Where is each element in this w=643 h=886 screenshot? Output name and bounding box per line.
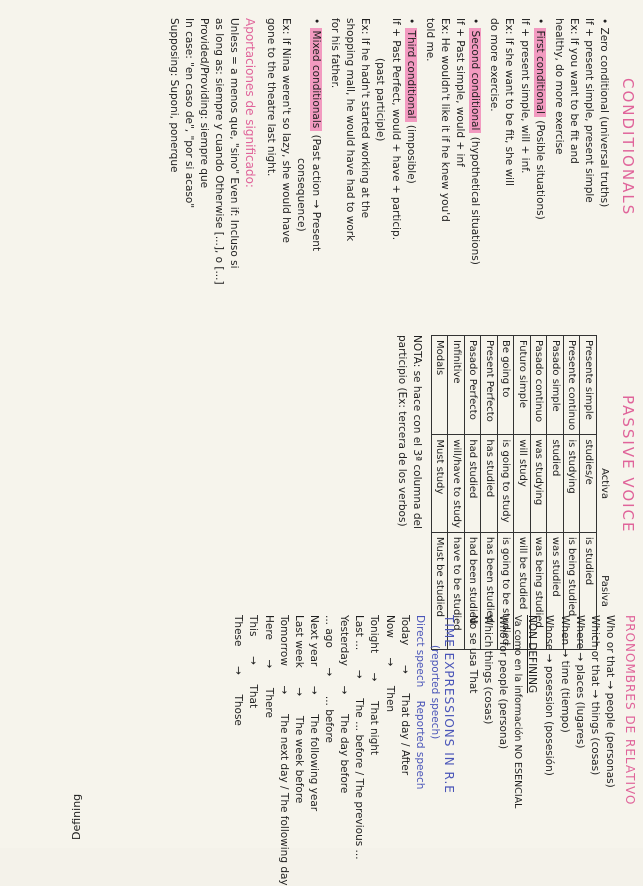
direct-cell: Tomorrow <box>277 615 290 666</box>
reported-cell: That night <box>368 701 381 756</box>
pasiva-cell: is going to be studied <box>497 532 514 649</box>
relatives-item: Which or that → things (cosas) <box>588 615 601 776</box>
non-defining-item: Which things (cosas) <box>482 615 495 725</box>
direct-speech-header: Direct speech <box>413 615 426 688</box>
time-row: Now→Then <box>383 615 396 713</box>
third-heading: Third conditional <box>405 28 417 122</box>
passive-header-empty <box>596 336 612 435</box>
activa-cell: had studied <box>464 435 481 533</box>
tense-cell: Infinitive <box>448 336 465 435</box>
pasiva-cell: will be studied <box>514 532 531 649</box>
third-rule-2: (past participle) <box>374 58 387 142</box>
time-row: Next year→The following year <box>308 615 320 812</box>
non-defining-heading: NON DEFINING <box>526 615 539 694</box>
direct-cell: These <box>232 615 245 647</box>
first-heading: First conditional <box>534 28 546 117</box>
time-row: Tonight→That night <box>368 615 381 756</box>
reported-cell: The week before <box>292 715 305 804</box>
time-expressions-headers <box>413 615 426 840</box>
direct-cell: Yesterday <box>338 615 351 666</box>
time-row: This→That <box>247 615 260 709</box>
pasiva-cell: had been studied <box>464 532 481 649</box>
relatives-section <box>0 615 643 886</box>
pasiva-cell: was being studied <box>530 532 547 649</box>
third-example-1: Ex: If he hadn't started working at the <box>359 18 372 219</box>
tense-cell: Presente simple <box>580 336 597 435</box>
time-row: Yesterday→The day before <box>338 615 351 794</box>
passive-nota-1: NOTA: se hace con el 3ª columna del <box>410 335 423 529</box>
passive-nota-2: participio (Ex: tercera de los verbos) <box>395 335 408 527</box>
tense-cell: Pasado simple <box>547 336 564 435</box>
mixed-example-2: gone to the theatre last night. <box>264 18 277 177</box>
reported-cell: ... before <box>323 695 336 744</box>
time-expressions-subtitle: (reported speech) <box>429 645 441 740</box>
direct-cell: Next year <box>308 615 320 667</box>
reported-cell: There <box>262 687 275 718</box>
mixed-heading: Mixed conditionals <box>310 28 322 132</box>
zero-heading: Zero conditional <box>598 27 611 113</box>
reported-cell: Those <box>232 694 245 726</box>
passive-header-pasiva: Pasiva <box>599 575 611 607</box>
tense-cell: Pasado Perfecto <box>464 336 481 435</box>
reported-cell: Then <box>383 685 396 713</box>
activa-cell: is going to study <box>497 435 514 533</box>
direct-cell: This <box>247 615 260 637</box>
table-row <box>431 336 448 650</box>
time-row: Last week→The week before <box>292 615 305 804</box>
zero-desc: (universal truths) <box>598 116 611 208</box>
first-conditional: • First conditional (Posible situations) <box>533 18 546 220</box>
activa-cell: studies/e <box>580 435 597 533</box>
table-row <box>497 336 514 650</box>
table-row <box>580 336 597 650</box>
relatives-item: Whose → posession (posesión) <box>543 615 556 776</box>
third-rule: If + Past Perfect, would + have + particip. <box>389 18 402 241</box>
table-row <box>448 336 465 650</box>
second-rule: If + Past simple, would + inf <box>454 18 467 167</box>
passive-table <box>431 335 613 650</box>
first-desc: (Posible situations) <box>533 120 546 220</box>
time-row: Today→That day / After <box>398 615 411 776</box>
direct-cell: Last week <box>292 615 305 668</box>
pasiva-cell: Must be studied <box>431 532 448 649</box>
reported-speech-header: Reported speech <box>413 700 426 790</box>
time-row: ... ago→... before <box>323 615 336 744</box>
time-expressions-title: TIME EXPRESSIONS IN R.E <box>442 615 456 794</box>
mixed-example-1: Ex: If Nina weren't so lazy, she would have <box>279 18 292 243</box>
mixed-conditional: • Mixed conditionals (Past action → Present <box>310 18 322 252</box>
activa-cell: studied <box>547 435 564 533</box>
aportaciones-line-3: Provided/Providing: siempre que <box>198 18 211 189</box>
reported-cell: That day / After <box>398 693 411 776</box>
zero-example-1: Ex: If you want to be fit and <box>568 18 580 164</box>
pasiva-cell: has been studied <box>481 532 498 649</box>
table-row <box>481 336 498 650</box>
tense-cell: Be going to <box>497 336 514 435</box>
reported-cell: The following year <box>308 714 320 812</box>
activa-cell: has studied <box>481 435 498 533</box>
conditionals-section <box>0 18 643 318</box>
non-defining-note: No se usa That <box>467 615 480 694</box>
direct-cell: ... ago <box>323 615 336 648</box>
aportaciones-line-5: Supposing: Suponi, ponerque <box>168 18 180 173</box>
conditionals-title: CONDITIONALS <box>619 78 637 217</box>
relatives-title: PRONOMBRES DE RELATIVO <box>623 615 637 806</box>
second-heading: Second conditional <box>469 28 481 134</box>
relatives-item: When → time (tiempo) <box>558 615 571 733</box>
time-row: Tomorrow→The next day / The following day <box>277 615 290 886</box>
tense-cell: Modals <box>431 336 448 435</box>
second-example-2: told me. <box>423 18 436 62</box>
table-row <box>563 336 580 650</box>
mixed-desc: (Past action → Present <box>310 134 322 252</box>
time-row: Here→There <box>262 615 275 718</box>
relatives-item: Where → places (lugares) <box>573 615 586 749</box>
third-conditional: • Third conditional (imposible) <box>404 18 417 184</box>
mixed-desc-2: consequence) <box>294 158 307 232</box>
defining-label: Defining <box>70 793 83 840</box>
activa-cell: was studying <box>530 435 547 533</box>
second-example-1: Ex: He wouldn't like it if he knew you'd <box>439 18 451 222</box>
third-example-2: shopping mall, he would have had to work <box>344 18 357 242</box>
first-rule: If + present simple, will + inf. <box>518 18 531 174</box>
reported-cell: The next day / The following day <box>277 713 290 886</box>
reported-cell: The day before <box>338 713 351 794</box>
activa-cell: will/have to study <box>448 435 465 533</box>
non-defining-desc: Va como en la información NO ESENCIAL <box>512 615 524 809</box>
aportaciones-line-4: In case: "en caso de", "por si acaso" <box>183 18 196 209</box>
aportaciones-line-1: Unless = a menos que, "sino" Even if: Incluso si <box>228 18 241 269</box>
tense-cell: Futuro simple <box>514 336 531 435</box>
zero-conditional: • Zero conditional (universal truths) <box>598 18 611 208</box>
second-conditional: • Second conditional (hypothetical situations) <box>469 18 482 265</box>
direct-cell: Here <box>262 615 275 640</box>
pasiva-cell: is studied <box>580 532 597 649</box>
reported-cell: The ... before / The previous ... <box>353 698 366 860</box>
direct-cell: Now <box>383 615 396 638</box>
first-example-1: Ex: If she want to be fit, she will <box>503 18 516 186</box>
reported-cell: That <box>247 684 260 709</box>
pasiva-cell: is being studied <box>563 532 580 649</box>
relatives-item: Who or that → people (personas) <box>604 615 616 788</box>
second-desc: (hypothetical situations) <box>469 136 482 265</box>
non-defining-item: Who for people (persona) <box>497 615 510 750</box>
table-row <box>547 336 564 650</box>
passive-title: PASSIVE VOICE <box>619 395 637 534</box>
activa-cell: Must study <box>431 435 448 533</box>
tense-cell: Present Perfecto <box>481 336 498 435</box>
tense-cell: Pasado continuo <box>530 336 547 435</box>
table-row <box>514 336 531 650</box>
time-row: Last ...→The ... before / The previous ... <box>353 615 366 860</box>
third-example-3: for his father. <box>329 18 342 89</box>
passive-header-activa: Activa <box>599 468 611 500</box>
activa-cell: will study <box>514 435 531 533</box>
zero-rule: If + present simple, present simple <box>583 18 596 203</box>
direct-cell: Today <box>398 615 411 646</box>
time-row: These→Those <box>232 615 245 726</box>
direct-cell: Last ... <box>353 615 366 651</box>
activa-cell: is studying <box>563 435 580 533</box>
table-row <box>464 336 481 650</box>
table-row <box>530 336 547 650</box>
pasiva-cell: have to be studied <box>448 532 465 649</box>
tense-cell: Presente continuo <box>563 336 580 435</box>
pasiva-cell: was studied <box>547 532 564 649</box>
first-example-2: do more exercise. <box>488 18 501 112</box>
aportaciones-heading: Aportaciones de significado: <box>243 18 258 188</box>
third-desc: (imposible) <box>404 124 417 184</box>
zero-example-2: healthy, do more exercise <box>552 18 565 155</box>
aportaciones-line-2: as long as: siempre y cuando Otherwise [...], o [...] <box>213 18 226 285</box>
direct-cell: Tonight <box>368 615 381 654</box>
